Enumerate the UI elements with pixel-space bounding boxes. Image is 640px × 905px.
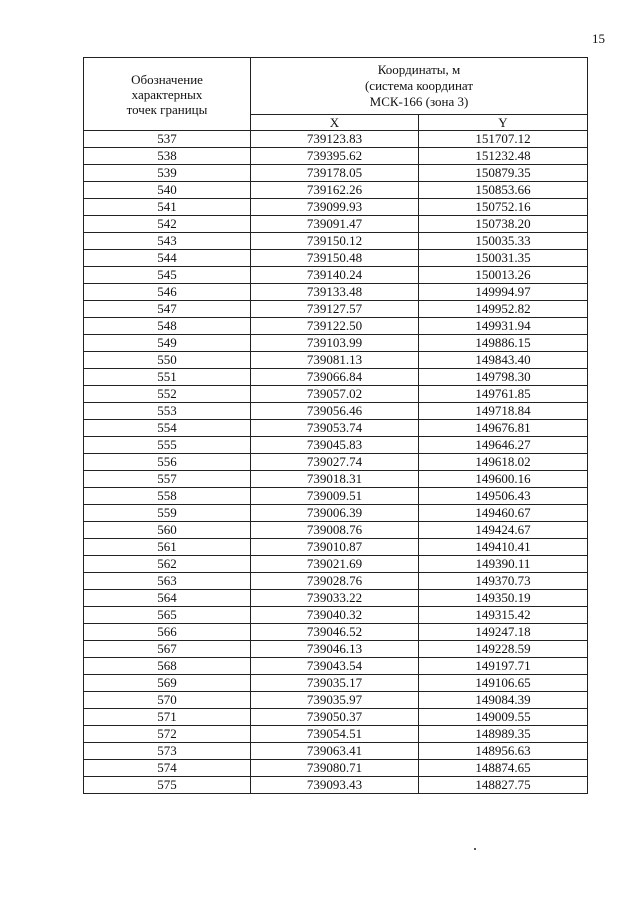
table-row xyxy=(84,573,588,590)
x-coordinate-cell: 739063.41 xyxy=(251,743,419,760)
point-number-cell: 559 xyxy=(84,505,251,522)
y-coordinate-cell: 149315.42 xyxy=(419,607,588,624)
y-coordinate-cell: 149718.84 xyxy=(419,403,588,420)
x-coordinate-cell: 739021.69 xyxy=(251,556,419,573)
y-coordinate-cell: 149009.55 xyxy=(419,709,588,726)
table-row xyxy=(84,607,588,624)
point-number-cell: 571 xyxy=(84,709,251,726)
y-coordinate-cell: 148874.65 xyxy=(419,760,588,777)
point-number-cell: 561 xyxy=(84,539,251,556)
point-number-cell: 548 xyxy=(84,318,251,335)
point-number-cell: 539 xyxy=(84,165,251,182)
y-coordinate-cell: 149424.67 xyxy=(419,522,588,539)
table-row xyxy=(84,454,588,471)
table-row xyxy=(84,641,588,658)
x-coordinate-cell: 739046.13 xyxy=(251,641,419,658)
point-number-cell: 569 xyxy=(84,675,251,692)
x-coordinate-cell: 739033.22 xyxy=(251,590,419,607)
x-coordinate-cell: 739081.13 xyxy=(251,352,419,369)
point-number-cell: 541 xyxy=(84,199,251,216)
point-number-cell: 544 xyxy=(84,250,251,267)
x-coordinate-cell: 739018.31 xyxy=(251,471,419,488)
table-row xyxy=(84,216,588,233)
y-coordinate-cell: 150031.35 xyxy=(419,250,588,267)
y-coordinate-cell: 149410.41 xyxy=(419,539,588,556)
point-number-cell: 551 xyxy=(84,369,251,386)
point-number-cell: 542 xyxy=(84,216,251,233)
table-row xyxy=(84,488,588,505)
point-header-line: Обозначение xyxy=(131,71,203,87)
y-coordinate-cell: 151707.12 xyxy=(419,131,588,148)
table-row xyxy=(84,760,588,777)
x-coordinate-cell: 739056.46 xyxy=(251,403,419,420)
y-coordinate-cell: 149994.97 xyxy=(419,284,588,301)
table-row xyxy=(84,675,588,692)
y-coordinate-cell: 148989.35 xyxy=(419,726,588,743)
table-row xyxy=(84,369,588,386)
table-row xyxy=(84,386,588,403)
table-row xyxy=(84,471,588,488)
x-coordinate-cell: 739122.50 xyxy=(251,318,419,335)
table-row xyxy=(84,590,588,607)
table-row xyxy=(84,250,588,267)
x-coordinate-cell: 739178.05 xyxy=(251,165,419,182)
table-row xyxy=(84,267,588,284)
table-row xyxy=(84,522,588,539)
x-coordinate-cell: 739133.48 xyxy=(251,284,419,301)
y-coordinate-cell: 151232.48 xyxy=(419,148,588,165)
x-coordinate-cell: 739140.24 xyxy=(251,267,419,284)
y-coordinate-cell: 149506.43 xyxy=(419,488,588,505)
table-row xyxy=(84,777,588,794)
coordinates-header xyxy=(251,58,588,115)
x-coordinate-cell: 739040.32 xyxy=(251,607,419,624)
y-coordinate-cell: 149247.18 xyxy=(419,624,588,641)
y-coordinate-cell: 148956.63 xyxy=(419,743,588,760)
x-coordinate-cell: 739043.54 xyxy=(251,658,419,675)
y-coordinate-cell: 149390.11 xyxy=(419,556,588,573)
point-number-cell: 573 xyxy=(84,743,251,760)
table-row xyxy=(84,420,588,437)
y-coordinate-cell: 150853.66 xyxy=(419,182,588,199)
y-coordinate-cell: 150738.20 xyxy=(419,216,588,233)
point-number-cell: 537 xyxy=(84,131,251,148)
x-coordinate-cell: 739028.76 xyxy=(251,573,419,590)
x-coordinate-cell: 739395.62 xyxy=(251,148,419,165)
point-number-cell: 545 xyxy=(84,267,251,284)
x-coordinate-cell: 739162.26 xyxy=(251,182,419,199)
y-coordinate-cell: 149084.39 xyxy=(419,692,588,709)
y-coordinate-cell: 149952.82 xyxy=(419,301,588,318)
page-number: 15 xyxy=(592,31,605,46)
y-coordinate-cell: 150752.16 xyxy=(419,199,588,216)
y-coordinate-cell: 149350.19 xyxy=(419,590,588,607)
point-number-cell: 570 xyxy=(84,692,251,709)
table-row xyxy=(84,539,588,556)
coords-header-line: Координаты, м xyxy=(377,62,461,77)
point-number-cell: 549 xyxy=(84,335,251,352)
point-number-cell: 566 xyxy=(84,624,251,641)
x-coordinate-cell: 739008.76 xyxy=(251,522,419,539)
x-coordinate-cell: 739150.12 xyxy=(251,233,419,250)
table-row xyxy=(84,624,588,641)
coordinates-table xyxy=(83,57,588,794)
point-number-cell: 540 xyxy=(84,182,251,199)
x-coordinate-cell: 739080.71 xyxy=(251,760,419,777)
table-header xyxy=(84,58,588,131)
point-header-line: характерных xyxy=(131,86,203,102)
table-row xyxy=(84,233,588,250)
point-number-cell: 554 xyxy=(84,420,251,437)
x-coordinate-cell: 739050.37 xyxy=(251,709,419,726)
point-number-cell: 567 xyxy=(84,641,251,658)
x-coordinate-cell: 739093.43 xyxy=(251,777,419,794)
point-number-cell: 558 xyxy=(84,488,251,505)
x-coordinate-cell: 739127.57 xyxy=(251,301,419,318)
y-coordinate-cell: 149843.40 xyxy=(419,352,588,369)
stray-mark xyxy=(474,848,476,850)
table-body xyxy=(84,131,588,794)
x-coordinate-cell: 739035.17 xyxy=(251,675,419,692)
table-row xyxy=(84,726,588,743)
x-coordinate-cell: 739057.02 xyxy=(251,386,419,403)
table-row xyxy=(84,692,588,709)
table-row xyxy=(84,403,588,420)
point-number-cell: 568 xyxy=(84,658,251,675)
table-row xyxy=(84,165,588,182)
point-number-cell: 555 xyxy=(84,437,251,454)
table-row xyxy=(84,505,588,522)
point-number-cell: 557 xyxy=(84,471,251,488)
y-coordinate-cell: 149197.71 xyxy=(419,658,588,675)
table-row xyxy=(84,148,588,165)
point-number-cell: 574 xyxy=(84,760,251,777)
y-coordinate-cell: 150879.35 xyxy=(419,165,588,182)
y-coordinate-cell: 149676.81 xyxy=(419,420,588,437)
point-number-cell: 556 xyxy=(84,454,251,471)
y-coordinate-cell: 150035.33 xyxy=(419,233,588,250)
x-coordinate-cell: 739091.47 xyxy=(251,216,419,233)
y-coordinate-cell: 149618.02 xyxy=(419,454,588,471)
point-number-cell: 560 xyxy=(84,522,251,539)
table-row xyxy=(84,301,588,318)
table-row xyxy=(84,658,588,675)
point-number-cell: 543 xyxy=(84,233,251,250)
point-number-cell: 562 xyxy=(84,556,251,573)
point-number-cell: 572 xyxy=(84,726,251,743)
table-row xyxy=(84,182,588,199)
y-coordinate-cell: 149228.59 xyxy=(419,641,588,658)
x-coordinate-cell: 739006.39 xyxy=(251,505,419,522)
table-row xyxy=(84,131,588,148)
point-number-cell: 538 xyxy=(84,148,251,165)
x-coordinate-cell: 739150.48 xyxy=(251,250,419,267)
y-coordinate-cell: 149600.16 xyxy=(419,471,588,488)
x-coordinate-cell: 739009.51 xyxy=(251,488,419,505)
x-coordinate-cell: 739035.97 xyxy=(251,692,419,709)
point-number-cell: 553 xyxy=(84,403,251,420)
y-coordinate-cell: 148827.75 xyxy=(419,777,588,794)
point-number-cell: 563 xyxy=(84,573,251,590)
point-designation-header xyxy=(84,58,251,131)
point-number-cell: 547 xyxy=(84,301,251,318)
y-coordinate-cell: 149798.30 xyxy=(419,369,588,386)
y-coordinate-cell: 149646.27 xyxy=(419,437,588,454)
y-coordinate-cell: 149886.15 xyxy=(419,335,588,352)
point-number-cell: 575 xyxy=(84,777,251,794)
point-number-cell: 565 xyxy=(84,607,251,624)
x-column-header: X xyxy=(251,115,419,131)
point-header-line: точек границы xyxy=(126,101,208,117)
table-row xyxy=(84,284,588,301)
table-row xyxy=(84,556,588,573)
x-coordinate-cell: 739027.74 xyxy=(251,454,419,471)
y-coordinate-cell: 150013.26 xyxy=(419,267,588,284)
table-row xyxy=(84,709,588,726)
x-coordinate-cell: 739066.84 xyxy=(251,369,419,386)
x-coordinate-cell: 739103.99 xyxy=(251,335,419,352)
y-coordinate-cell: 149460.67 xyxy=(419,505,588,522)
x-coordinate-cell: 739046.52 xyxy=(251,624,419,641)
table-row xyxy=(84,437,588,454)
x-coordinate-cell: 739054.51 xyxy=(251,726,419,743)
x-coordinate-cell: 739123.83 xyxy=(251,131,419,148)
table-row xyxy=(84,318,588,335)
x-coordinate-cell: 739099.93 xyxy=(251,199,419,216)
y-coordinate-cell: 149761.85 xyxy=(419,386,588,403)
y-column-header: Y xyxy=(419,115,588,131)
point-number-cell: 552 xyxy=(84,386,251,403)
x-coordinate-cell: 739010.87 xyxy=(251,539,419,556)
coords-header-line: (система координат xyxy=(364,78,474,93)
table-row xyxy=(84,352,588,369)
x-coordinate-cell: 739045.83 xyxy=(251,437,419,454)
coords-header-line: МСК-166 (зона 3) xyxy=(369,94,469,109)
table-row xyxy=(84,743,588,760)
point-number-cell: 546 xyxy=(84,284,251,301)
y-coordinate-cell: 149931.94 xyxy=(419,318,588,335)
x-coordinate-cell: 739053.74 xyxy=(251,420,419,437)
point-number-cell: 564 xyxy=(84,590,251,607)
table-row xyxy=(84,335,588,352)
y-coordinate-cell: 149106.65 xyxy=(419,675,588,692)
point-number-cell: 550 xyxy=(84,352,251,369)
table-row xyxy=(84,199,588,216)
y-coordinate-cell: 149370.73 xyxy=(419,573,588,590)
